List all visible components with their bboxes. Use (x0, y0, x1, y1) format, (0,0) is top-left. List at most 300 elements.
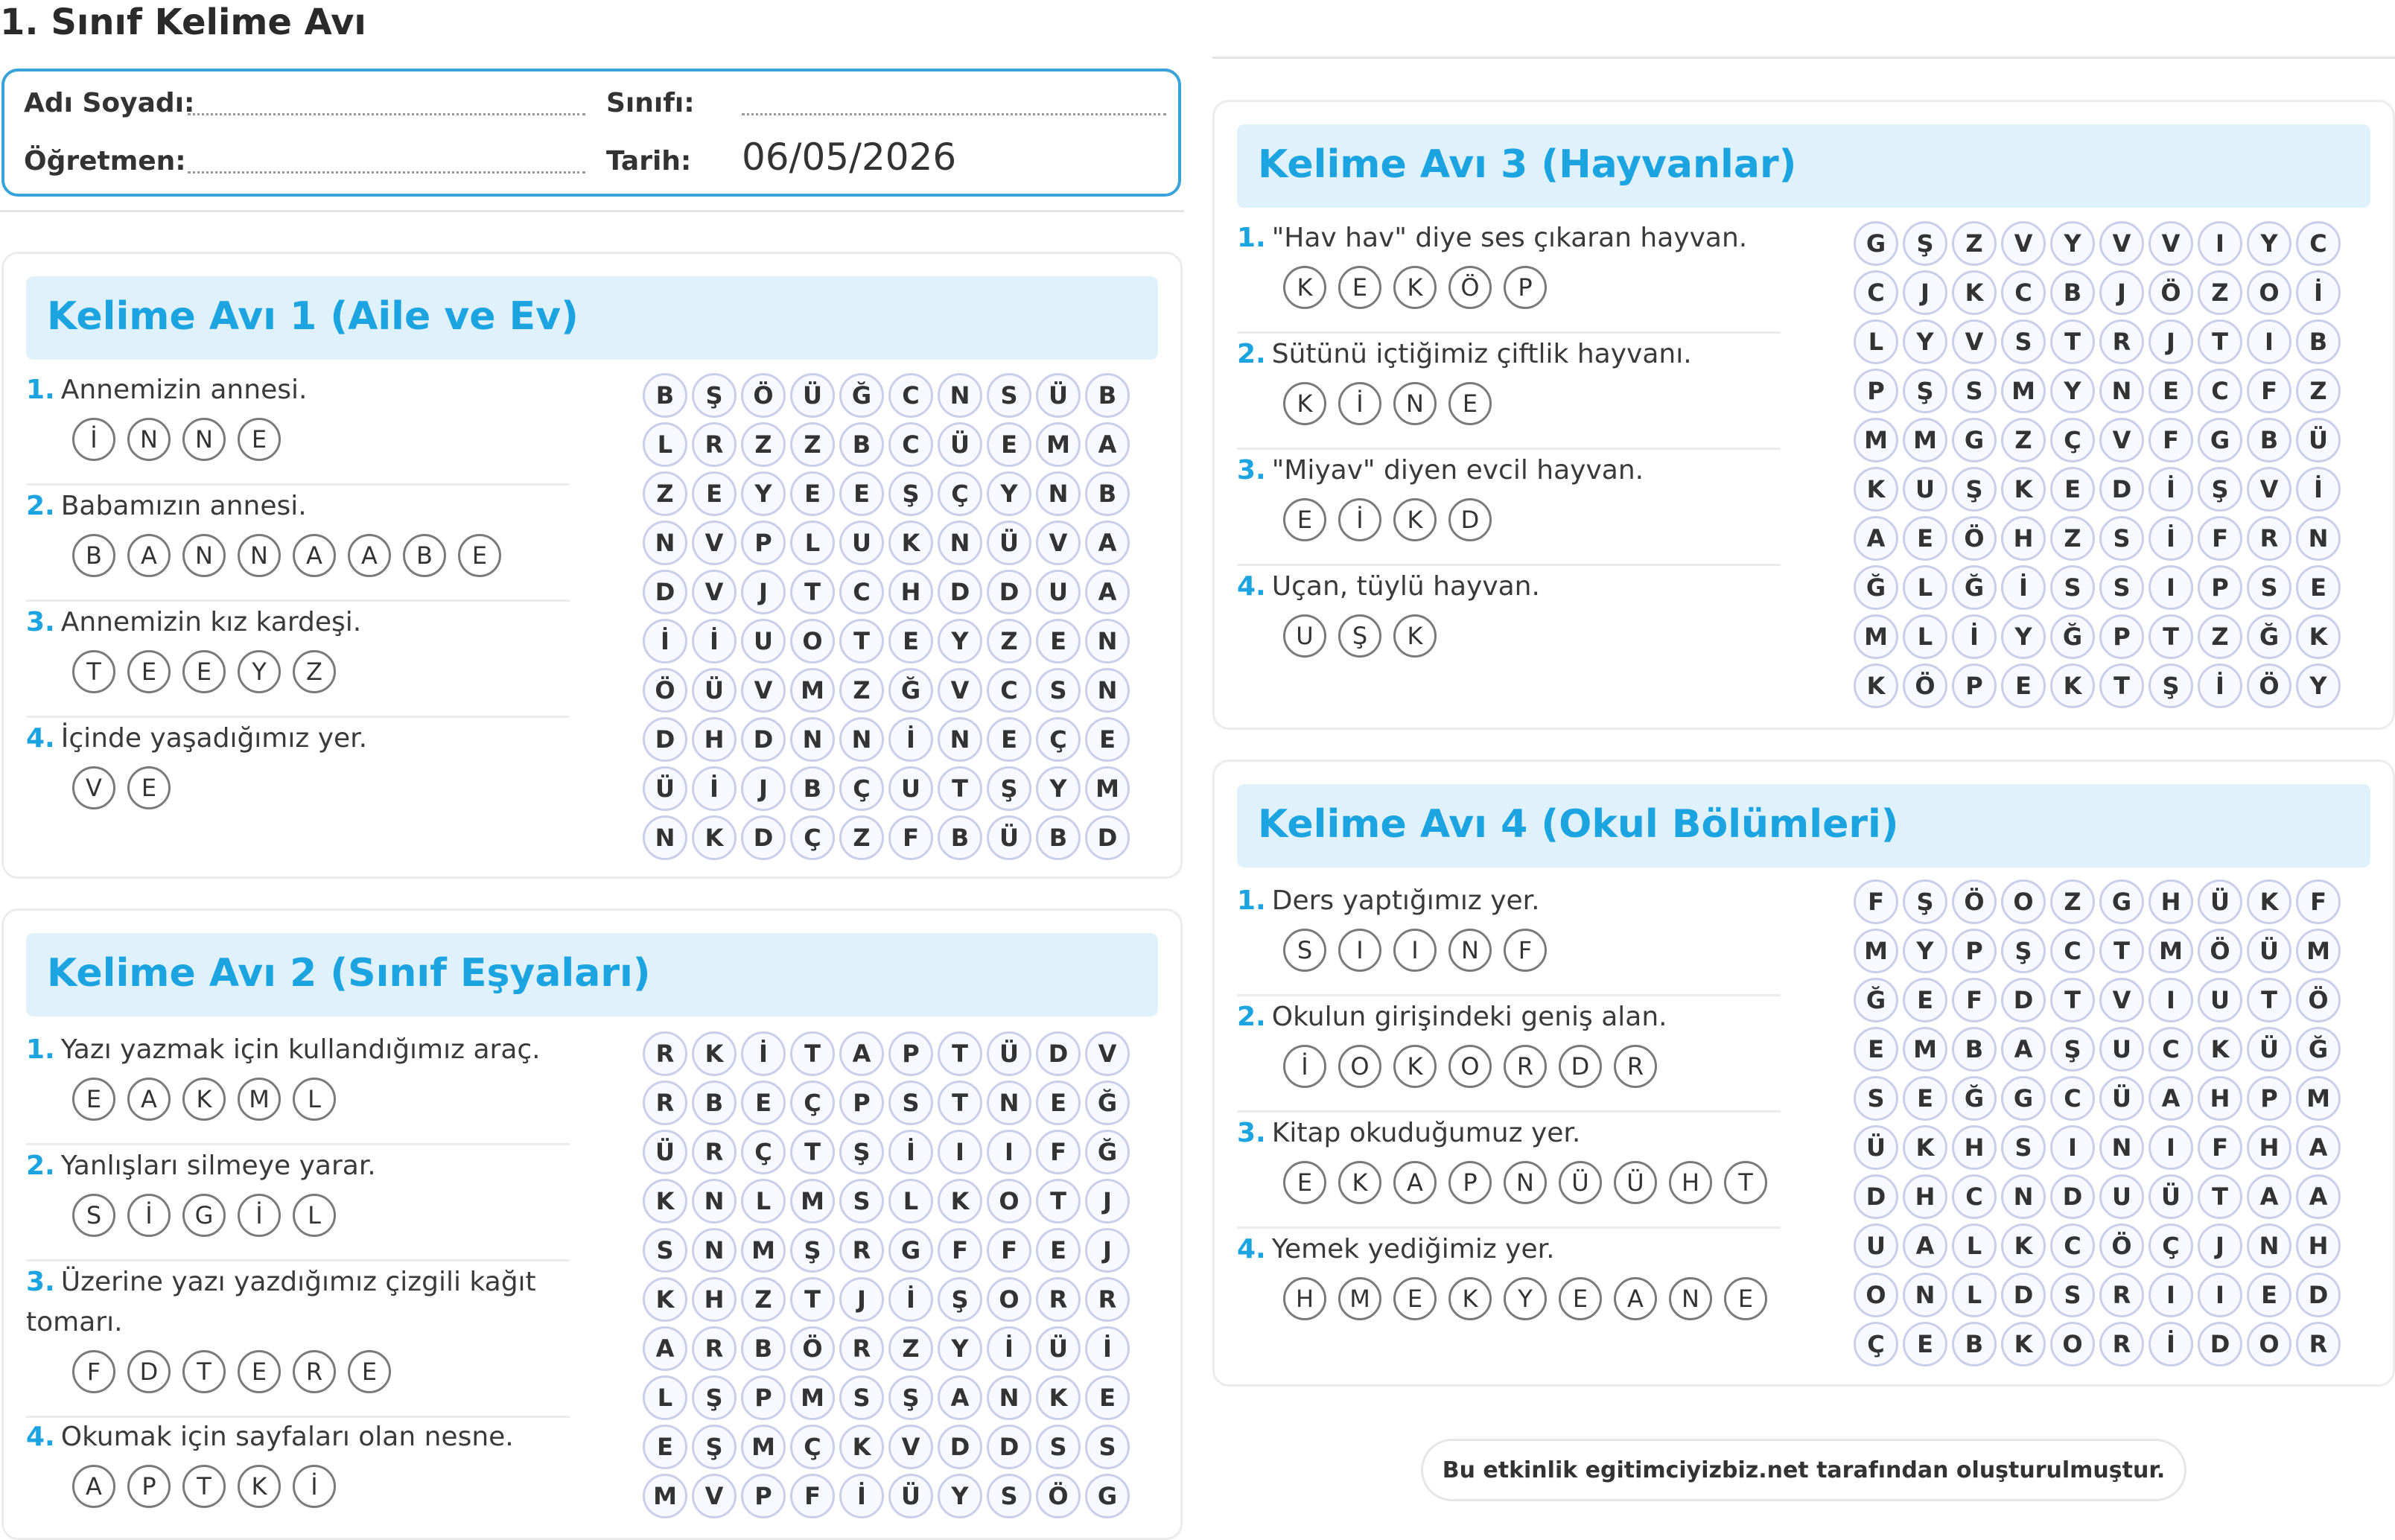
grid-letter[interactable]: F (1036, 1130, 1081, 1174)
grid-letter[interactable]: F (987, 1228, 1031, 1273)
grid-letter[interactable]: M (1085, 766, 1130, 811)
grid-letter[interactable]: Z (2050, 879, 2095, 924)
grid-letter[interactable]: Ö (790, 1326, 835, 1371)
grid-letter[interactable]: R (2099, 319, 2144, 364)
grid-letter[interactable]: C (2148, 1027, 2193, 1072)
grid-letter[interactable]: İ (2296, 270, 2341, 315)
grid-letter[interactable]: İ (741, 1031, 786, 1076)
grid-letter[interactable]: B (741, 1326, 786, 1371)
grid-letter[interactable]: Ö (2099, 1224, 2144, 1268)
grid-letter[interactable]: L (741, 1179, 786, 1224)
grid-letter[interactable]: S (1085, 1425, 1130, 1469)
grid-letter[interactable]: Ü (888, 1474, 933, 1518)
grid-letter[interactable]: M (1854, 614, 1898, 659)
grid-letter[interactable]: J (1085, 1179, 1130, 1224)
grid-letter[interactable]: B (1952, 1027, 1997, 1072)
grid-letter[interactable]: E (790, 471, 835, 516)
grid-letter[interactable]: E (987, 422, 1031, 467)
grid-letter[interactable]: G (888, 1228, 933, 1273)
grid-letter[interactable]: R (1085, 1277, 1130, 1322)
grid-letter[interactable]: İ (2198, 664, 2242, 708)
grid-letter[interactable]: F (2148, 418, 2193, 462)
grid-letter[interactable]: E (888, 619, 933, 664)
grid-letter[interactable]: Ğ (1952, 565, 1997, 610)
grid-letter[interactable]: I (938, 1130, 982, 1174)
grid-letter[interactable]: M (1854, 418, 1898, 462)
grid-letter[interactable]: Ü (2247, 929, 2291, 973)
grid-letter[interactable]: M (741, 1425, 786, 1469)
grid-letter[interactable]: Ü (643, 1130, 687, 1174)
grid-letter[interactable]: U (1854, 1224, 1898, 1268)
grid-letter[interactable]: S (643, 1228, 687, 1273)
grid-letter[interactable]: İ (1952, 614, 1997, 659)
grid-letter[interactable]: U (2099, 1027, 2144, 1072)
grid-letter[interactable]: Ş (938, 1277, 982, 1322)
grid-letter[interactable]: O (1854, 1273, 1898, 1317)
grid-letter[interactable]: Ü (2099, 1076, 2144, 1121)
grid-letter[interactable]: H (888, 570, 933, 614)
grid-letter[interactable]: Ş (1903, 879, 1947, 924)
grid-letter[interactable]: E (692, 471, 737, 516)
grid-letter[interactable]: C (2050, 929, 2095, 973)
grid-letter[interactable]: B (1085, 471, 1130, 516)
grid-letter[interactable]: S (1036, 1425, 1081, 1469)
grid-letter[interactable]: F (1952, 978, 1997, 1022)
grid-letter[interactable]: Ç (938, 471, 982, 516)
grid-letter[interactable]: D (2001, 1273, 2046, 1317)
grid-letter[interactable]: E (1036, 619, 1081, 664)
grid-letter[interactable]: I (2148, 565, 2193, 610)
grid-letter[interactable]: E (1085, 717, 1130, 762)
grid-letter[interactable]: Ğ (2050, 614, 2095, 659)
grid-letter[interactable]: S (1854, 1076, 1898, 1121)
grid-letter[interactable]: İ (643, 619, 687, 664)
grid-letter[interactable]: Y (938, 1326, 982, 1371)
grid-letter[interactable]: P (1952, 664, 1997, 708)
grid-letter[interactable]: Ş (2198, 467, 2242, 512)
grid-letter[interactable]: D (643, 717, 687, 762)
grid-letter[interactable]: M (1903, 418, 1947, 462)
grid-letter[interactable]: Z (2198, 270, 2242, 315)
grid-letter[interactable]: P (2099, 614, 2144, 659)
grid-letter[interactable]: Ü (2198, 879, 2242, 924)
grid-letter[interactable]: K (938, 1179, 982, 1224)
grid-letter[interactable]: R (2247, 516, 2291, 561)
grid-letter[interactable]: Z (987, 619, 1031, 664)
grid-letter[interactable]: L (1854, 319, 1898, 364)
grid-letter[interactable]: V (741, 668, 786, 713)
grid-letter[interactable]: K (2001, 1224, 2046, 1268)
grid-letter[interactable]: G (1085, 1474, 1130, 1518)
grid-letter[interactable]: D (987, 570, 1031, 614)
grid-letter[interactable]: B (1952, 1322, 1997, 1366)
grid-letter[interactable]: İ (2148, 516, 2193, 561)
grid-letter[interactable]: F (888, 815, 933, 860)
grid-letter[interactable]: E (987, 717, 1031, 762)
grid-letter[interactable]: İ (2148, 467, 2193, 512)
grid-letter[interactable]: A (1085, 570, 1130, 614)
grid-letter[interactable]: B (643, 373, 687, 418)
grid-letter[interactable]: N (2099, 369, 2144, 413)
grid-letter[interactable]: V (692, 1474, 737, 1518)
grid-letter[interactable]: C (839, 570, 884, 614)
grid-letter[interactable]: Z (2001, 418, 2046, 462)
grid-letter[interactable]: P (888, 1031, 933, 1076)
grid-letter[interactable]: Ü (1854, 1125, 1898, 1170)
grid-letter[interactable]: Ş (790, 1228, 835, 1273)
grid-letter[interactable]: N (643, 521, 687, 565)
grid-letter[interactable]: I (987, 1130, 1031, 1174)
grid-letter[interactable]: N (1085, 668, 1130, 713)
grid-letter[interactable]: S (888, 1081, 933, 1125)
grid-letter[interactable]: N (2001, 1174, 2046, 1219)
grid-letter[interactable]: Ş (692, 1425, 737, 1469)
grid-letter[interactable]: Ü (692, 668, 737, 713)
grid-letter[interactable]: Y (2247, 221, 2291, 266)
grid-letter[interactable]: N (2296, 516, 2341, 561)
grid-letter[interactable]: T (938, 766, 982, 811)
grid-letter[interactable]: B (938, 815, 982, 860)
grid-letter[interactable]: I (2198, 1273, 2242, 1317)
grid-letter[interactable]: D (2099, 467, 2144, 512)
grid-letter[interactable]: F (790, 1474, 835, 1518)
grid-letter[interactable]: Y (1903, 319, 1947, 364)
grid-letter[interactable]: Ş (2001, 929, 2046, 973)
grid-letter[interactable]: I (2148, 978, 2193, 1022)
grid-letter[interactable]: E (2001, 664, 2046, 708)
grid-letter[interactable]: İ (2296, 467, 2341, 512)
grid-letter[interactable]: Ö (1952, 516, 1997, 561)
grid-letter[interactable]: R (2099, 1273, 2144, 1317)
grid-letter[interactable]: K (2247, 879, 2291, 924)
grid-letter[interactable]: P (839, 1081, 884, 1125)
grid-letter[interactable]: R (692, 1326, 737, 1371)
grid-letter[interactable]: V (692, 570, 737, 614)
grid-letter[interactable]: Ş (839, 1130, 884, 1174)
grid-letter[interactable]: N (987, 1081, 1031, 1125)
grid-letter[interactable]: Z (1952, 221, 1997, 266)
date-value[interactable]: 06/05/2026 (742, 136, 957, 179)
grid-letter[interactable]: S (2050, 1273, 2095, 1317)
grid-letter[interactable]: H (2247, 1125, 2291, 1170)
grid-letter[interactable]: C (2050, 1076, 2095, 1121)
grid-letter[interactable]: K (1036, 1375, 1081, 1420)
grid-letter[interactable]: T (790, 1130, 835, 1174)
grid-letter[interactable]: D (987, 1425, 1031, 1469)
grid-letter[interactable]: B (2050, 270, 2095, 315)
grid-letter[interactable]: R (692, 1130, 737, 1174)
grid-letter[interactable]: Ş (888, 1375, 933, 1420)
grid-letter[interactable]: A (2247, 1174, 2291, 1219)
grid-letter[interactable]: Ş (1903, 221, 1947, 266)
grid-letter[interactable]: K (1903, 1125, 1947, 1170)
grid-letter[interactable]: T (2148, 614, 2193, 659)
grid-letter[interactable]: A (2296, 1174, 2341, 1219)
grid-letter[interactable]: U (741, 619, 786, 664)
grid-letter[interactable]: O (2001, 879, 2046, 924)
grid-letter[interactable]: V (1952, 319, 1997, 364)
grid-letter[interactable]: M (741, 1228, 786, 1273)
grid-letter[interactable]: P (741, 1474, 786, 1518)
grid-letter[interactable]: M (1036, 422, 1081, 467)
grid-letter[interactable]: D (2050, 1174, 2095, 1219)
grid-letter[interactable]: N (1085, 619, 1130, 664)
grid-letter[interactable]: S (2001, 1125, 2046, 1170)
grid-letter[interactable]: L (1952, 1273, 1997, 1317)
grid-letter[interactable]: D (938, 1425, 982, 1469)
name-field[interactable] (188, 113, 585, 115)
grid-letter[interactable]: G (2198, 418, 2242, 462)
grid-letter[interactable]: U (839, 521, 884, 565)
grid-letter[interactable]: O (2050, 1322, 2095, 1366)
grid-letter[interactable]: Ö (2198, 929, 2242, 973)
grid-letter[interactable]: T (839, 619, 884, 664)
grid-letter[interactable]: O (987, 1179, 1031, 1224)
grid-letter[interactable]: Ü (1036, 373, 1081, 418)
grid-letter[interactable]: G (2099, 879, 2144, 924)
grid-letter[interactable]: C (987, 668, 1031, 713)
grid-letter[interactable]: R (692, 422, 737, 467)
grid-letter[interactable]: Ğ (1952, 1076, 1997, 1121)
grid-letter[interactable]: K (2001, 1322, 2046, 1366)
grid-letter[interactable]: İ (692, 619, 737, 664)
grid-letter[interactable]: E (1903, 978, 1947, 1022)
grid-letter[interactable]: V (2148, 221, 2193, 266)
grid-letter[interactable]: T (2099, 664, 2144, 708)
grid-letter[interactable]: S (987, 373, 1031, 418)
grid-letter[interactable]: E (741, 1081, 786, 1125)
grid-letter[interactable]: E (1903, 516, 1947, 561)
grid-letter[interactable]: M (790, 1375, 835, 1420)
grid-letter[interactable]: O (2247, 270, 2291, 315)
grid-letter[interactable]: K (839, 1425, 884, 1469)
grid-letter[interactable]: V (692, 521, 737, 565)
grid-letter[interactable]: İ (987, 1326, 1031, 1371)
grid-letter[interactable]: A (839, 1031, 884, 1076)
grid-letter[interactable]: E (1903, 1322, 1947, 1366)
grid-letter[interactable]: C (1952, 1174, 1997, 1219)
grid-letter[interactable]: Ü (2247, 1027, 2291, 1072)
grid-letter[interactable]: A (1085, 521, 1130, 565)
grid-letter[interactable]: Ş (888, 471, 933, 516)
grid-letter[interactable]: İ (888, 717, 933, 762)
grid-letter[interactable]: T (2198, 319, 2242, 364)
grid-letter[interactable]: M (1854, 929, 1898, 973)
grid-letter[interactable]: Z (839, 815, 884, 860)
grid-letter[interactable]: S (987, 1474, 1031, 1518)
grid-letter[interactable]: K (888, 521, 933, 565)
grid-letter[interactable]: C (2296, 221, 2341, 266)
grid-letter[interactable]: H (1952, 1125, 1997, 1170)
grid-letter[interactable]: K (1952, 270, 1997, 315)
grid-letter[interactable]: E (1036, 1081, 1081, 1125)
grid-letter[interactable]: P (741, 1375, 786, 1420)
grid-letter[interactable]: D (2001, 978, 2046, 1022)
grid-letter[interactable]: Z (839, 668, 884, 713)
grid-letter[interactable]: Z (2296, 369, 2341, 413)
grid-letter[interactable]: P (2198, 565, 2242, 610)
grid-letter[interactable]: İ (888, 1277, 933, 1322)
grid-letter[interactable]: I (2148, 1125, 2193, 1170)
grid-letter[interactable]: R (839, 1228, 884, 1273)
grid-letter[interactable]: Ö (643, 668, 687, 713)
grid-letter[interactable]: Ğ (1085, 1081, 1130, 1125)
grid-letter[interactable]: T (2247, 978, 2291, 1022)
grid-letter[interactable]: Ğ (1854, 565, 1898, 610)
grid-letter[interactable]: A (938, 1375, 982, 1420)
grid-letter[interactable]: P (1854, 369, 1898, 413)
grid-letter[interactable]: K (2296, 614, 2341, 659)
grid-letter[interactable]: Ö (2247, 664, 2291, 708)
grid-letter[interactable]: V (2099, 221, 2144, 266)
grid-letter[interactable]: J (2099, 270, 2144, 315)
grid-letter[interactable]: I (2148, 1273, 2193, 1317)
grid-letter[interactable]: T (1036, 1179, 1081, 1224)
grid-letter[interactable]: V (2001, 221, 2046, 266)
grid-letter[interactable]: T (790, 1277, 835, 1322)
grid-letter[interactable]: O (2247, 1322, 2291, 1366)
grid-letter[interactable]: J (741, 570, 786, 614)
grid-letter[interactable]: B (1085, 373, 1130, 418)
grid-letter[interactable]: M (790, 1179, 835, 1224)
grid-letter[interactable]: G (1952, 418, 1997, 462)
grid-letter[interactable]: E (2148, 369, 2193, 413)
grid-letter[interactable]: Ö (1036, 1474, 1081, 1518)
grid-letter[interactable]: D (2198, 1322, 2242, 1366)
grid-letter[interactable]: V (938, 668, 982, 713)
grid-letter[interactable]: Ğ (2296, 1027, 2341, 1072)
grid-letter[interactable]: Ğ (1854, 978, 1898, 1022)
grid-letter[interactable]: T (790, 1031, 835, 1076)
grid-letter[interactable]: I (2198, 221, 2242, 266)
grid-letter[interactable]: Ü (938, 422, 982, 467)
grid-letter[interactable]: İ (692, 766, 737, 811)
grid-letter[interactable]: T (2050, 978, 2095, 1022)
grid-letter[interactable]: E (2247, 1273, 2291, 1317)
grid-letter[interactable]: Y (2001, 614, 2046, 659)
grid-letter[interactable]: V (2099, 418, 2144, 462)
grid-letter[interactable]: U (2198, 978, 2242, 1022)
grid-letter[interactable]: J (2198, 1224, 2242, 1268)
grid-letter[interactable]: B (692, 1081, 737, 1125)
grid-letter[interactable]: Ş (987, 766, 1031, 811)
grid-letter[interactable]: H (2296, 1224, 2341, 1268)
grid-letter[interactable]: K (643, 1277, 687, 1322)
grid-letter[interactable]: E (1085, 1375, 1130, 1420)
grid-letter[interactable]: L (888, 1179, 933, 1224)
grid-letter[interactable]: L (1903, 614, 1947, 659)
grid-letter[interactable]: P (1952, 929, 1997, 973)
grid-letter[interactable]: Ğ (839, 373, 884, 418)
grid-letter[interactable]: Z (643, 471, 687, 516)
grid-letter[interactable]: Ç (839, 766, 884, 811)
grid-letter[interactable]: Ü (643, 766, 687, 811)
grid-letter[interactable]: B (839, 422, 884, 467)
grid-letter[interactable]: Ğ (888, 668, 933, 713)
grid-letter[interactable]: F (2198, 1125, 2242, 1170)
grid-letter[interactable]: I (2247, 319, 2291, 364)
grid-letter[interactable]: C (2001, 270, 2046, 315)
grid-letter[interactable]: N (938, 717, 982, 762)
grid-letter[interactable]: M (2148, 929, 2193, 973)
grid-letter[interactable]: L (643, 422, 687, 467)
grid-letter[interactable]: S (2099, 516, 2144, 561)
grid-letter[interactable]: R (1036, 1277, 1081, 1322)
grid-letter[interactable]: V (888, 1425, 933, 1469)
grid-letter[interactable]: R (2099, 1322, 2144, 1366)
grid-letter[interactable]: S (2099, 565, 2144, 610)
grid-letter[interactable]: J (741, 766, 786, 811)
grid-letter[interactable]: İ (839, 1474, 884, 1518)
grid-letter[interactable]: L (1903, 565, 1947, 610)
grid-letter[interactable]: İ (2001, 565, 2046, 610)
grid-letter[interactable]: S (839, 1179, 884, 1224)
grid-letter[interactable]: K (643, 1179, 687, 1224)
grid-letter[interactable]: Y (2296, 664, 2341, 708)
grid-letter[interactable]: T (790, 570, 835, 614)
grid-letter[interactable]: N (643, 815, 687, 860)
grid-letter[interactable]: J (2148, 319, 2193, 364)
grid-letter[interactable]: N (839, 717, 884, 762)
grid-letter[interactable]: A (643, 1326, 687, 1371)
grid-letter[interactable]: Ö (1903, 664, 1947, 708)
grid-letter[interactable]: Ş (2050, 1027, 2095, 1072)
grid-letter[interactable]: K (692, 1031, 737, 1076)
grid-letter[interactable]: U (2099, 1174, 2144, 1219)
grid-letter[interactable]: D (741, 717, 786, 762)
grid-letter[interactable]: Ş (692, 1375, 737, 1420)
grid-letter[interactable]: L (790, 521, 835, 565)
grid-letter[interactable]: O (790, 619, 835, 664)
grid-letter[interactable]: F (2198, 516, 2242, 561)
grid-letter[interactable]: Ç (2050, 418, 2095, 462)
grid-letter[interactable]: O (987, 1277, 1031, 1322)
teacher-field[interactable] (188, 171, 585, 174)
grid-letter[interactable]: A (1085, 422, 1130, 467)
grid-letter[interactable]: Z (741, 1277, 786, 1322)
grid-letter[interactable]: B (790, 766, 835, 811)
grid-letter[interactable]: Ş (692, 373, 737, 418)
grid-letter[interactable]: E (1903, 1076, 1947, 1121)
grid-letter[interactable]: E (643, 1425, 687, 1469)
grid-letter[interactable]: F (938, 1228, 982, 1273)
grid-letter[interactable]: C (2198, 369, 2242, 413)
grid-letter[interactable]: R (643, 1081, 687, 1125)
grid-letter[interactable]: F (2296, 879, 2341, 924)
grid-letter[interactable]: T (938, 1031, 982, 1076)
grid-letter[interactable]: N (2247, 1224, 2291, 1268)
grid-letter[interactable]: İ (888, 1130, 933, 1174)
grid-letter[interactable]: V (2247, 467, 2291, 512)
grid-letter[interactable]: N (790, 717, 835, 762)
grid-letter[interactable]: A (2001, 1027, 2046, 1072)
grid-letter[interactable]: E (1854, 1027, 1898, 1072)
grid-letter[interactable]: V (1085, 1031, 1130, 1076)
grid-letter[interactable]: T (2198, 1174, 2242, 1219)
grid-letter[interactable]: Ç (2148, 1224, 2193, 1268)
grid-letter[interactable]: C (888, 422, 933, 467)
grid-letter[interactable]: Y (987, 471, 1031, 516)
grid-letter[interactable]: S (2247, 565, 2291, 610)
grid-letter[interactable]: Y (2050, 369, 2095, 413)
grid-letter[interactable]: E (1036, 1228, 1081, 1273)
grid-letter[interactable]: C (1854, 270, 1898, 315)
grid-letter[interactable]: S (2050, 565, 2095, 610)
grid-letter[interactable]: K (1854, 467, 1898, 512)
grid-letter[interactable]: L (1952, 1224, 1997, 1268)
grid-letter[interactable]: V (1036, 521, 1081, 565)
grid-letter[interactable]: İ (1085, 1326, 1130, 1371)
